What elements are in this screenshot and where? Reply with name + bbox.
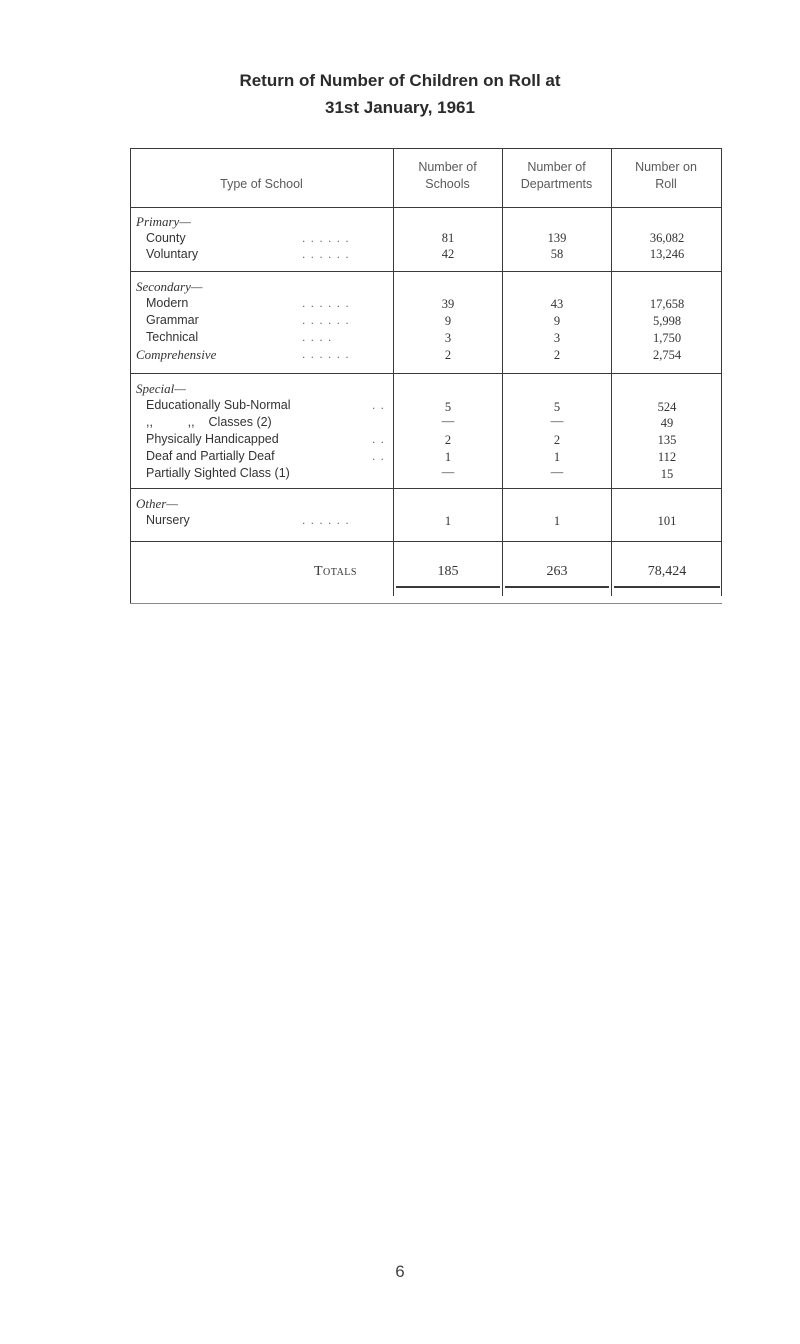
row-label: Voluntary (146, 247, 199, 261)
column-rule-roll (611, 148, 612, 596)
leader-dots: . . . . . . (302, 313, 350, 327)
page-number: 6 (395, 1262, 405, 1281)
cell-departments: 5 (553, 400, 561, 414)
row-label: Deaf and Partially Deaf (146, 449, 275, 463)
total-roll: 78,424 (647, 564, 687, 579)
leader-dots: . . . . . . (302, 231, 350, 245)
cell-schools: 2 (444, 348, 452, 362)
leader-dots: . . (372, 449, 386, 463)
cell-schools: 81 (441, 231, 455, 245)
row-label: Modern (146, 296, 189, 310)
section-rule (130, 488, 722, 489)
leader-dots: . . . . (302, 330, 333, 344)
cell-schools: 42 (441, 247, 455, 261)
cell-departments: 3 (553, 331, 561, 345)
section-label-other: Other— (136, 496, 178, 511)
cell-departments: 139 (547, 231, 567, 245)
row-label: Comprehensive (136, 347, 217, 362)
header-number-of-schools: Number of Schools (418, 160, 477, 191)
title-line-1: Return of Number of Children on Roll at (239, 71, 561, 90)
leader-dots: . . . . . . (302, 513, 350, 527)
title-line-2: 31st January, 1961 (325, 98, 475, 117)
cell-roll: 5,998 (652, 314, 682, 328)
cell-schools: — (441, 465, 455, 479)
header-rule (130, 207, 722, 208)
cell-roll: 524 (657, 400, 677, 414)
total-underline (396, 586, 500, 588)
cell-departments: 1 (553, 514, 561, 528)
cell-schools: 5 (444, 400, 452, 414)
row-label: Grammar (146, 313, 199, 327)
total-schools: 185 (437, 564, 459, 579)
table-left-rule (130, 148, 131, 603)
table-top-rule (130, 148, 722, 149)
leader-dots: . . . . . . (302, 347, 350, 361)
cell-schools: 39 (441, 297, 455, 311)
leader-dots: . . . . . . (302, 296, 350, 310)
totals-label: Totals (314, 564, 357, 579)
cell-departments: 9 (553, 314, 561, 328)
cell-schools: 1 (444, 450, 452, 464)
cell-departments: 2 (553, 433, 561, 447)
cell-departments: — (550, 465, 564, 479)
cell-roll: 101 (657, 514, 677, 528)
cell-roll: 17,658 (649, 297, 685, 311)
cell-departments: 58 (550, 247, 564, 261)
cell-schools: 3 (444, 331, 452, 345)
table-right-rule (721, 148, 722, 596)
cell-schools: — (441, 414, 455, 428)
row-label: ,, ,, Classes (2) (146, 415, 272, 429)
cell-roll: 1,750 (652, 331, 682, 345)
header-type-of-school (130, 176, 393, 193)
cell-departments: — (550, 414, 564, 428)
leader-dots: . . (372, 432, 386, 446)
header-number-of-departments: Number of Departments (520, 160, 593, 191)
cell-roll: 2,754 (652, 348, 682, 362)
row-label: Partially Sighted Class (1) (146, 466, 290, 480)
cell-departments: 2 (553, 348, 561, 362)
total-underline (614, 586, 720, 588)
section-label-special: Special— (136, 381, 186, 396)
cell-roll: 49 (660, 416, 674, 430)
row-label: Educationally Sub-Normal (146, 398, 291, 412)
cell-roll: 13,246 (649, 247, 685, 261)
column-rule-departments (502, 148, 503, 596)
cell-schools: 2 (444, 433, 452, 447)
column-rule-schools (393, 148, 394, 596)
section-rule (130, 373, 722, 374)
total-departments: 263 (546, 564, 568, 579)
cell-roll: 15 (660, 467, 674, 481)
header-type-label: Type of School (220, 177, 303, 191)
section-rule (130, 271, 722, 272)
cell-roll: 135 (657, 433, 677, 447)
section-label-primary: Primary— (136, 214, 191, 229)
section-label-secondary: Secondary— (136, 279, 203, 294)
totals-rule (130, 541, 722, 542)
row-label: Nursery (146, 513, 190, 527)
row-label: County (146, 231, 186, 245)
leader-dots: . . (372, 398, 386, 412)
cell-roll: 112 (657, 450, 677, 464)
table-bottom-rule (130, 603, 722, 604)
total-underline (505, 586, 609, 588)
cell-departments: 43 (550, 297, 564, 311)
leader-dots: . . . . . . (302, 247, 350, 261)
header-number-on-roll: Number on Roll (635, 160, 697, 191)
cell-schools: 9 (444, 314, 452, 328)
row-label: Physically Handicapped (146, 432, 279, 446)
row-label: Technical (146, 330, 199, 344)
cell-departments: 1 (553, 450, 561, 464)
cell-roll: 36,082 (649, 231, 685, 245)
cell-schools: 1 (444, 514, 452, 528)
